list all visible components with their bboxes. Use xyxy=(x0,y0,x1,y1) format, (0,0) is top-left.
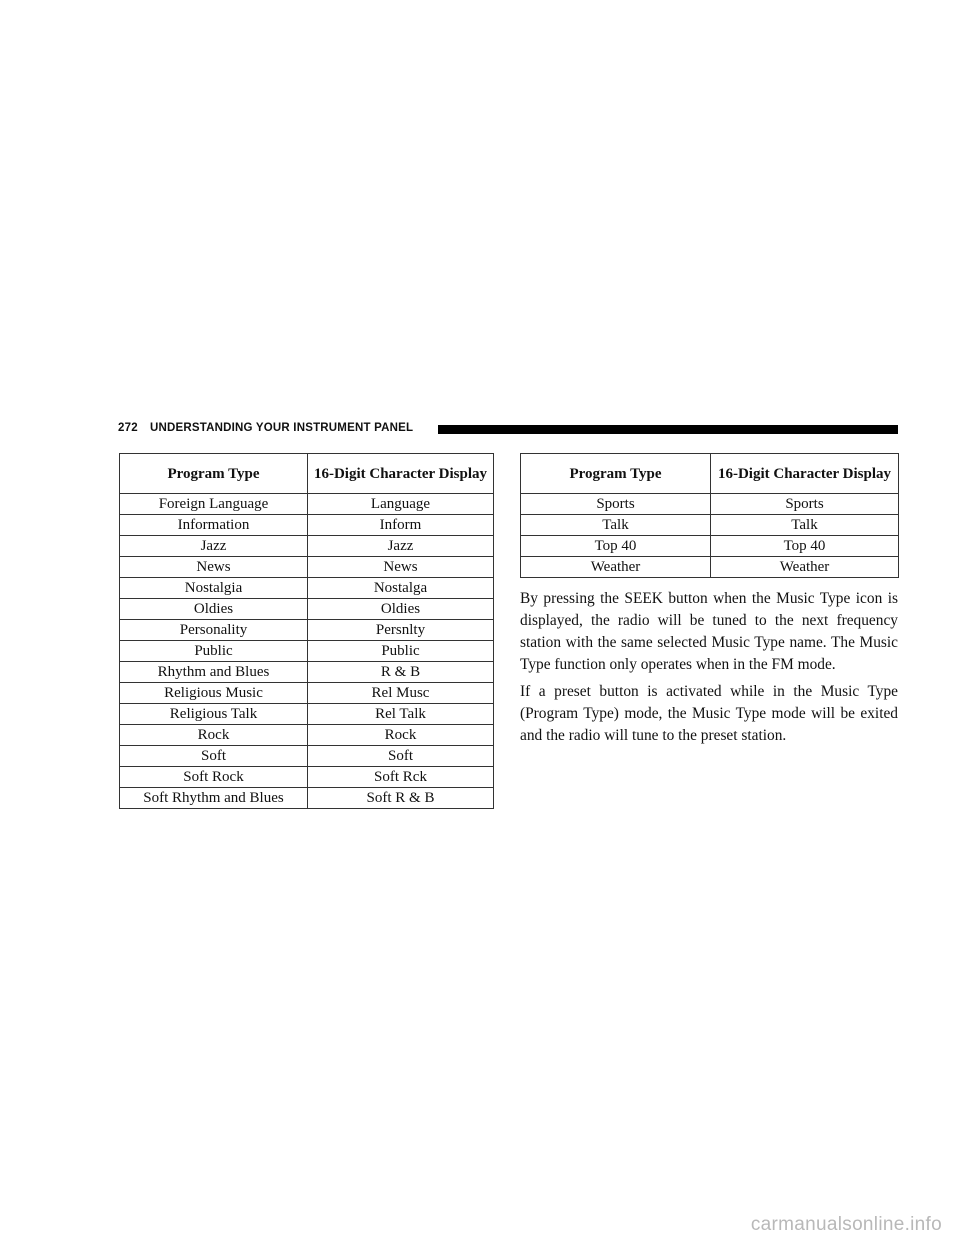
table-row xyxy=(120,641,494,662)
table-row xyxy=(120,662,494,683)
table-row xyxy=(521,536,899,557)
display-cell: Persnlty xyxy=(308,620,494,641)
display-cell: Talk xyxy=(711,515,899,536)
column-header-character-display: 16-Digit Character Display xyxy=(308,454,494,494)
program-type-cell: Nostalgia xyxy=(120,578,308,599)
program-type-cell: Weather xyxy=(521,557,711,578)
program-type-cell: Soft Rhythm and Blues xyxy=(120,788,308,809)
program-type-cell: Talk xyxy=(521,515,711,536)
display-cell: Rock xyxy=(308,725,494,746)
table-row xyxy=(120,536,494,557)
column-header-program-type: Program Type xyxy=(521,454,711,494)
display-cell: R & B xyxy=(308,662,494,683)
table-row xyxy=(521,515,899,536)
program-type-cell: Sports xyxy=(521,494,711,515)
display-cell: Inform xyxy=(308,515,494,536)
program-type-cell: Soft xyxy=(120,746,308,767)
display-cell: Top 40 xyxy=(711,536,899,557)
table-row xyxy=(120,599,494,620)
table-row xyxy=(120,494,494,515)
program-type-cell: Oldies xyxy=(120,599,308,620)
program-type-table-right xyxy=(520,453,899,578)
paragraph-seek-button: By pressing the SEEK button when the Music Type icon is displayed, the radio will be tuned to the next frequency station with the same selected Music Type name. The Music Type function only operates when in the FM mode. xyxy=(520,590,898,673)
program-type-cell: Public xyxy=(120,641,308,662)
table-row xyxy=(521,494,899,515)
program-type-table-left xyxy=(119,453,494,809)
display-cell: Rel Talk xyxy=(308,704,494,725)
display-cell: Jazz xyxy=(308,536,494,557)
display-cell: Rel Musc xyxy=(308,683,494,704)
program-type-cell: News xyxy=(120,557,308,578)
display-cell: Language xyxy=(308,494,494,515)
display-cell: Oldies xyxy=(308,599,494,620)
display-cell: Public xyxy=(308,641,494,662)
display-cell: Soft Rck xyxy=(308,767,494,788)
table-row xyxy=(120,746,494,767)
table-header-row xyxy=(120,454,494,494)
table-row xyxy=(120,788,494,809)
program-type-cell: Rhythm and Blues xyxy=(120,662,308,683)
table-row xyxy=(120,725,494,746)
section-title: UNDERSTANDING YOUR INSTRUMENT PANEL xyxy=(150,422,414,434)
table-header-row xyxy=(521,454,899,494)
program-type-cell: Rock xyxy=(120,725,308,746)
display-cell: Sports xyxy=(711,494,899,515)
program-type-cell: Foreign Language xyxy=(120,494,308,515)
display-cell: Nostalga xyxy=(308,578,494,599)
program-type-cell: Religious Music xyxy=(120,683,308,704)
program-type-cell: Information xyxy=(120,515,308,536)
page-header xyxy=(118,421,898,437)
watermark: carmanualsonline.info xyxy=(750,1214,942,1235)
program-type-cell: Personality xyxy=(120,620,308,641)
page-number: 272 xyxy=(118,422,138,434)
table-row xyxy=(521,557,899,578)
table-row xyxy=(120,557,494,578)
display-cell: Weather xyxy=(711,557,899,578)
program-type-cell: Jazz xyxy=(120,536,308,557)
table-row xyxy=(120,515,494,536)
display-cell: Soft R & B xyxy=(308,788,494,809)
table-row xyxy=(120,578,494,599)
paragraph-preset-button: If a preset button is activated while in the Music Type (Program Type) mode, the Music Type mode will be exited and the radio will tune to the preset station. xyxy=(520,683,898,744)
table-row xyxy=(120,683,494,704)
column-header-character-display: 16-Digit Character Display xyxy=(711,454,899,494)
header-rule xyxy=(438,425,898,434)
table-row xyxy=(120,620,494,641)
column-header-program-type: Program Type xyxy=(120,454,308,494)
display-cell: News xyxy=(308,557,494,578)
table-row xyxy=(120,767,494,788)
program-type-cell: Soft Rock xyxy=(120,767,308,788)
display-cell: Soft xyxy=(308,746,494,767)
program-type-cell: Top 40 xyxy=(521,536,711,557)
program-type-cell: Religious Talk xyxy=(120,704,308,725)
table-row xyxy=(120,704,494,725)
